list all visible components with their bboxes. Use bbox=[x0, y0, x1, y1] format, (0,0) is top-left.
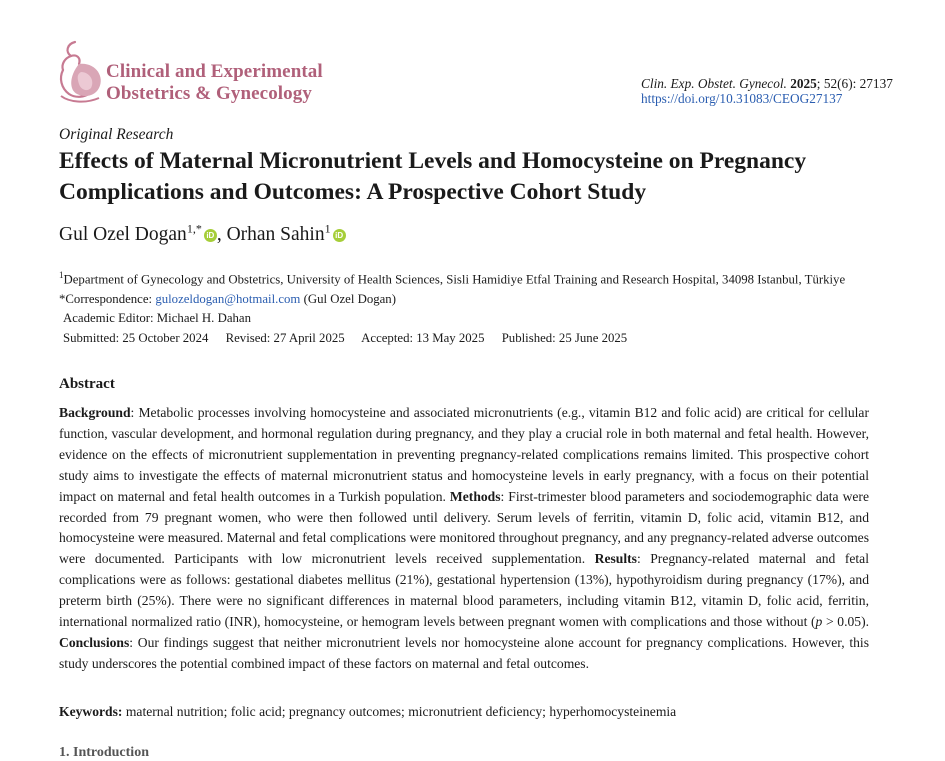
keywords-text: maternal nutrition; folic acid; pregnancy outcomes; micronutrient deficiency; hyperhomocysteinemia bbox=[122, 704, 677, 719]
affiliation-text: Department of Gynecology and Obstetrics, University of Health Sciences, Sisli Hamidiye Etfal Training and Research Hospital, 34098 Istanbul, Türkiye bbox=[63, 272, 846, 287]
author-separator: , bbox=[216, 224, 227, 245]
results-text: : Pregnancy-related maternal and fetal complications were as follows: gestational diabetes mellitus (21%), gestational hypertension (13%), hypothyroidism during pregnancy (17%), and preterm birth (25%). There were no significant differences in maternal blood parameters, including vitamin B12, vitamin D, folic acid, ferritin, international normalized ratio (INR), homocysteine, or hemogram levels between pregnant women with complications and those without ( bbox=[59, 551, 869, 630]
journal-logo-icon bbox=[55, 38, 107, 106]
results-text-end: > 0.05). bbox=[822, 614, 869, 630]
methods-text: : First-trimester blood parameters and sociodemographic data were recorded from 79 pregnant women, who were then followed until delivery. Serum levels of ferritin, vitamin D, folic acid, vitamin B12, and homocysteine were measured. Maternal and fetal complications were monitored throughout pregnancy, and any pregnancy-related adverse outcomes were documented. Participants with low micronutrient levels received supplementation. bbox=[59, 488, 869, 567]
abstract-body bbox=[59, 403, 869, 675]
author-name: Orhan Sahin bbox=[226, 224, 325, 245]
date-submitted: Submitted: 25 October 2024 bbox=[63, 330, 209, 345]
date-published: Published: 25 June 2025 bbox=[501, 330, 628, 345]
methods-label: Methods bbox=[449, 488, 501, 504]
article-dates bbox=[59, 329, 859, 349]
conclusions-label: Conclusions bbox=[59, 634, 130, 650]
journal-name-line1: Clinical and Experimental bbox=[106, 61, 323, 82]
conclusions-text: : Our findings suggest that neither micronutrient levels nor homocysteine alone account for pregnancy complications. However, this study underscores the potential combined impact of these factors on maternal and fetal outcomes. bbox=[59, 634, 869, 671]
doi-link[interactable]: https://doi.org/10.31083/CEOG27137 bbox=[641, 91, 843, 106]
orcid-icon[interactable]: iD bbox=[333, 229, 346, 242]
correspondence-email-link[interactable]: gulozeldogan@hotmail.com bbox=[155, 291, 301, 306]
citation-block bbox=[641, 76, 897, 106]
date-accepted: Accepted: 13 May 2025 bbox=[361, 330, 485, 345]
journal-abbrev: Clin. Exp. Obstet. Gynecol. bbox=[641, 76, 787, 91]
affiliation-number: 1 bbox=[59, 270, 64, 280]
journal-name-line2: Obstetrics & Gynecology bbox=[106, 83, 312, 104]
results-label: Results bbox=[594, 551, 637, 567]
correspondence: *Correspondence: gulozeldogan@hotmail.com (Gul Ozel Dogan) bbox=[59, 291, 396, 306]
author-affiliation-mark: 1,* bbox=[186, 221, 202, 236]
journal-name bbox=[106, 61, 323, 105]
academic-editor: Academic Editor: Michael H. Dahan bbox=[63, 311, 251, 326]
keywords-label: Keywords: bbox=[59, 704, 123, 719]
abstract-heading: Abstract bbox=[59, 376, 115, 392]
p-value-symbol: p bbox=[815, 614, 823, 630]
date-revised: Revised: 27 April 2025 bbox=[225, 330, 345, 345]
keywords bbox=[59, 704, 676, 720]
author-affiliation-mark: 1 bbox=[324, 221, 331, 236]
author-name: Gul Ozel Dogan bbox=[59, 224, 187, 245]
orcid-icon[interactable]: iD bbox=[204, 229, 217, 242]
article-type: Original Research bbox=[59, 126, 174, 143]
background-text: : Metabolic processes involving homocysteine and associated micronutrients (e.g., vitamin B12 and folic acid) are critical for cellular function, vascular development, and hormonal regulation during pregnancy, and they play a crucial role in both maternal and fetal health. However, evidence on the effects of micronutrient supplementation in preventing pregnancy-related complications remains limited. This prospective cohort study aims to investigate the effects of maternal micronutrient status and homocysteine levels in early pregnancy, with a focus on their potential impact on maternal and fetal health outcomes in a Turkish population. bbox=[59, 405, 869, 504]
author-list bbox=[59, 221, 346, 246]
citation-volume: ; 52(6): 27137 bbox=[816, 76, 893, 91]
background-label: Background bbox=[59, 405, 131, 420]
article-title: Effects of Maternal Micronutrient Levels and Homocysteine on Pregnancy Complications and Outcomes: A Prospective Cohort Study bbox=[59, 148, 807, 205]
affiliation bbox=[59, 266, 859, 290]
next-section-heading: 1. Introduction bbox=[59, 745, 149, 760]
article-metadata bbox=[59, 266, 859, 348]
citation-year: 2025 bbox=[790, 76, 817, 91]
